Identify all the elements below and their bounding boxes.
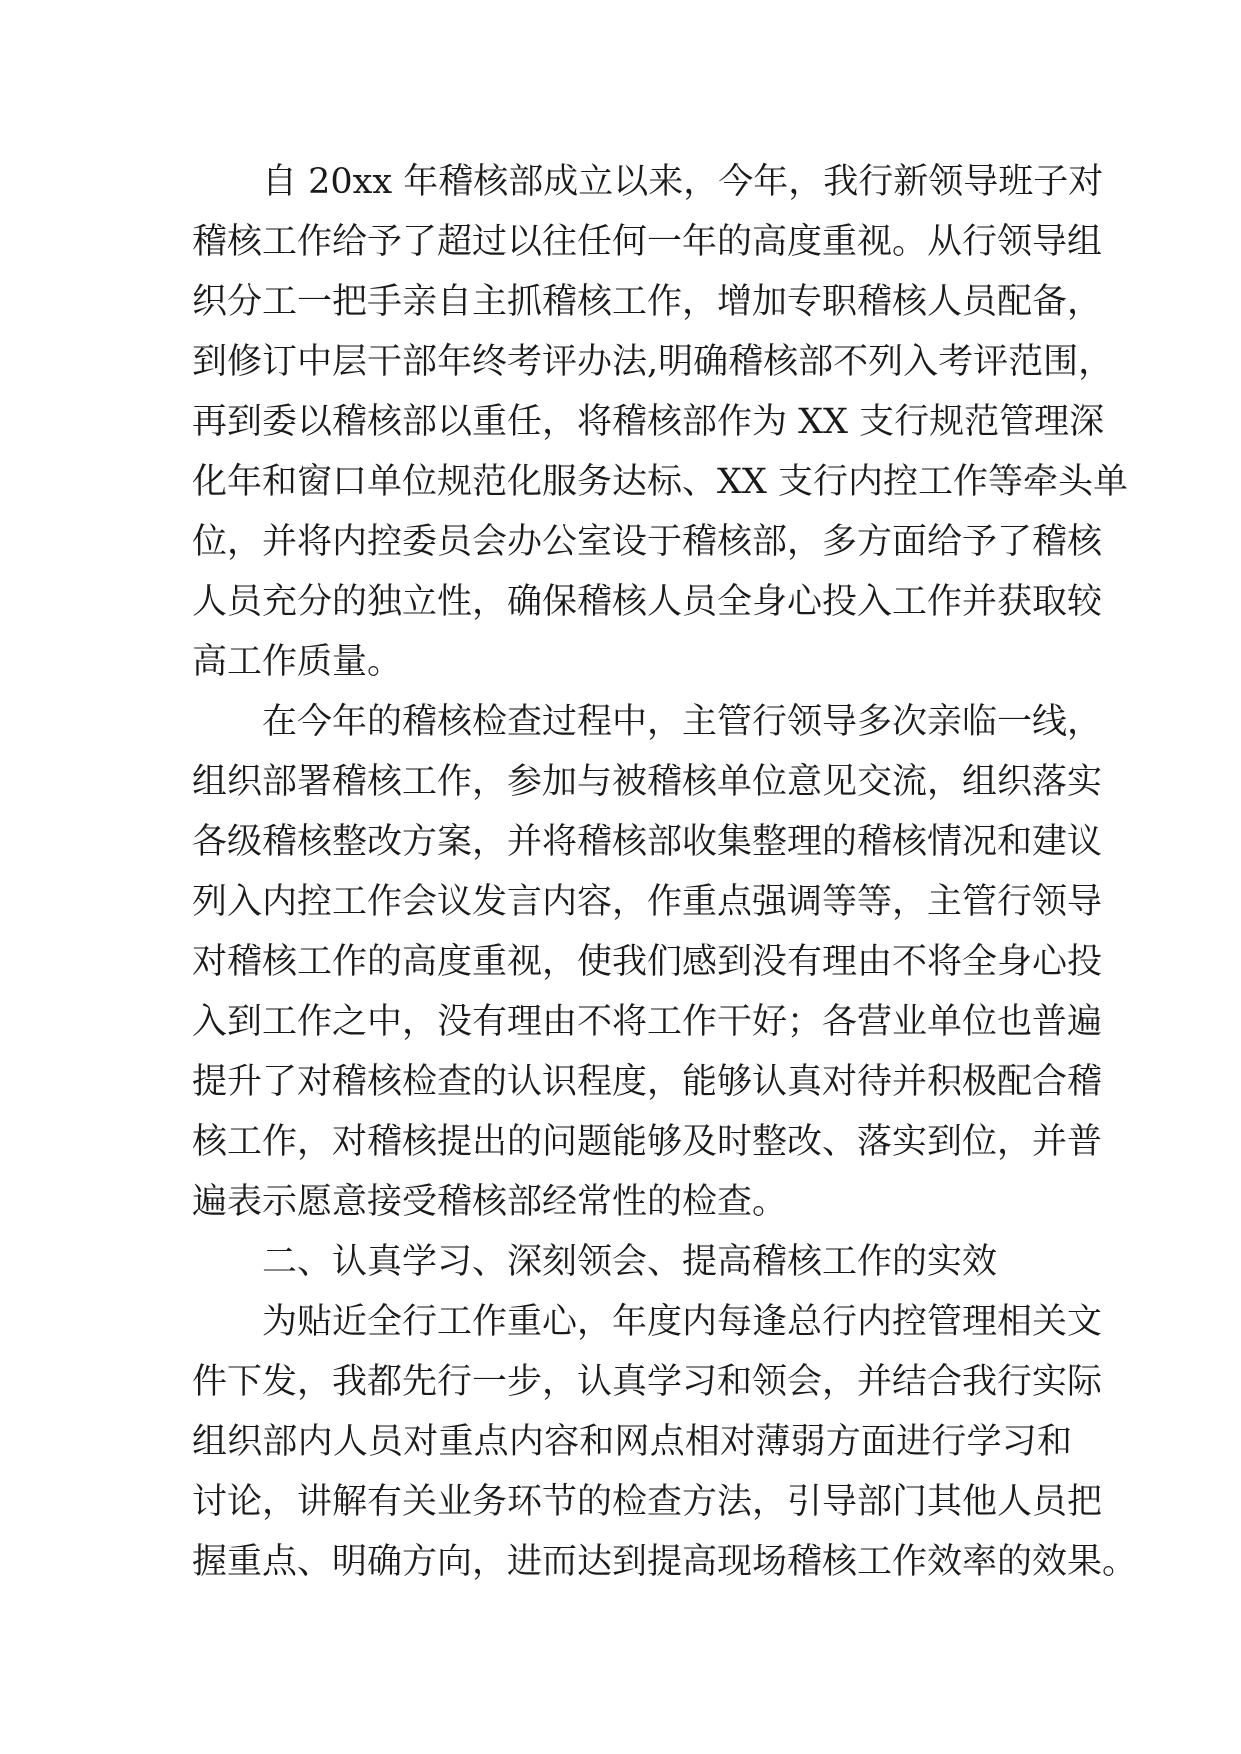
text-line: 稽核工作给予了超过以往任何一年的高度重视。从行领导组 [192, 222, 1103, 262]
text-line: 列入内控工作会议发言内容，作重点强调等等，主管行领导 [192, 882, 1103, 922]
text-line: 握重点、明确方向，进而达到提高现场稽核工作效率的效果。 [192, 1542, 1138, 1582]
text-line: 到修订中层干部年终考评办法,明确稽核部不列入考评范围， [192, 342, 1114, 382]
text-line: 为贴近全行工作重心，年度内每逢总行内控管理相关文 [262, 1302, 1103, 1342]
text-line: 件下发，我都先行一步，认真学习和领会，并结合我行实际 [192, 1362, 1103, 1402]
text-line: 遍表示愿意接受稽核部经常性的检查。 [192, 1182, 788, 1222]
text-line: 对稽核工作的高度重视，使我们感到没有理由不将全身心投 [192, 942, 1103, 982]
text-line: 各级稽核整改方案，并将稽核部收集整理的稽核情况和建议 [192, 822, 1103, 862]
text-line: 讨论，讲解有关业务环节的检查方法，引导部门其他人员把 [192, 1482, 1103, 1522]
text-line: 入到工作之中，没有理由不将工作干好；各营业单位也普遍 [192, 1002, 1103, 1042]
text-line: 二、认真学习、深刻领会、提高稽核工作的实效 [262, 1242, 998, 1282]
text-line: 人员充分的独立性，确保稽核人员全身心投入工作并获取较 [192, 582, 1103, 622]
text-line: 自 20xx 年稽核部成立以来，今年，我行新领导班子对 [262, 162, 1104, 202]
text-line: 高工作质量。 [192, 642, 403, 682]
text-line: 组织部内人员对重点内容和网点相对薄弱方面进行学习和 [192, 1422, 1072, 1462]
text-line: 组织部署稽核工作，参加与被稽核单位意见交流，组织落实 [192, 762, 1103, 802]
text-line: 提升了对稽核检查的认识程度，能够认真对待并积极配合稽 [192, 1062, 1103, 1102]
text-line: 化年和窗口单位规范化服务达标、XX 支行内控工作等牵头单 [192, 462, 1128, 502]
text-line: 位，并将内控委员会办公室设于稽核部，多方面给予了稽核 [192, 522, 1103, 562]
text-line: 再到委以稽核部以重任，将稽核部作为 XX 支行规范管理深 [192, 402, 1105, 442]
text-line: 织分工一把手亲自主抓稽核工作，增加专职稽核人员配备， [192, 282, 1103, 322]
text-line: 在今年的稽核检查过程中，主管行领导多次亲临一线， [262, 702, 1103, 742]
document-body [192, 152, 1138, 1592]
text-line: 核工作，对稽核提出的问题能够及时整改、落实到位，并普 [192, 1122, 1103, 1162]
